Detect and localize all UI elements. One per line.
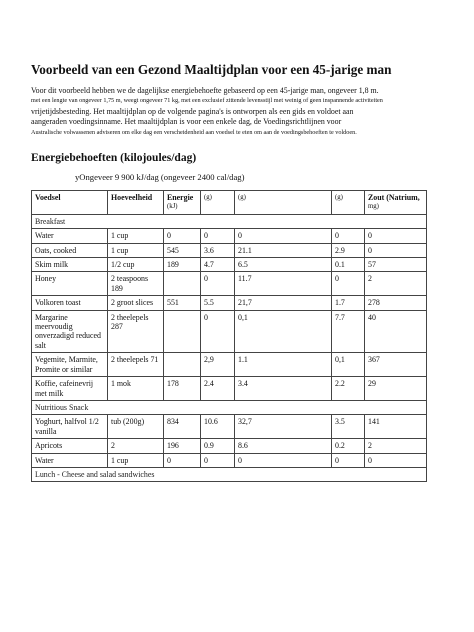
column-header-label: Voedsel <box>35 193 61 202</box>
table-header-row <box>32 191 427 215</box>
table-cell: 3.5 <box>332 415 365 439</box>
table-cell: 1.1 <box>235 353 332 377</box>
nutrition-table <box>31 190 427 482</box>
intro-line: aangeraden voedingsinname. Het maaltijdplan is voor een enkele dag, de Voedingsrichtlijnen voor <box>31 117 342 127</box>
table-cell: 0 <box>332 229 365 243</box>
table-row <box>32 453 427 467</box>
table-cell: 0 <box>235 229 332 243</box>
table-cell: 545 <box>164 243 201 257</box>
table-row <box>32 229 427 243</box>
table-row <box>32 415 427 439</box>
table-cell: 8.6 <box>235 439 332 453</box>
column-header <box>164 191 201 215</box>
intro-line: met een lengte van ongeveer 1,75 m, weegt ongeveer 71 kg, met een exclusief zittende levensstijl met weinig of geen inspannende activiteiten <box>31 97 383 105</box>
table-cell <box>164 353 201 377</box>
table-cell: 2,9 <box>201 353 235 377</box>
table-row <box>32 272 427 296</box>
table-cell: 40 <box>365 310 427 353</box>
table-cell: 551 <box>164 296 201 310</box>
table-cell: Apricots <box>32 439 108 453</box>
table-cell: 2 <box>365 272 427 296</box>
table-cell: Yoghurt, halfvol 1/2 vanilla <box>32 415 108 439</box>
table-cell: 5.5 <box>201 296 235 310</box>
table-cell: 2.4 <box>201 377 235 401</box>
column-header-unit: (kJ) <box>167 203 178 211</box>
column-header-unit: (g) <box>238 194 246 201</box>
table-cell: 0 <box>164 229 201 243</box>
table-cell: 0 <box>365 243 427 257</box>
table-cell: Water <box>32 453 108 467</box>
section-label: Nutritious Snack <box>32 400 427 414</box>
table-row <box>32 310 427 353</box>
table-cell: 0,1 <box>235 310 332 353</box>
table-cell: 0,1 <box>332 353 365 377</box>
table-cell: 0 <box>365 229 427 243</box>
document-title: Voorbeeld van een Gezond Maaltijdplan voor een 45-jarige man <box>31 62 392 77</box>
table-cell: 2.9 <box>332 243 365 257</box>
table-cell: 2 theelepels 287 <box>108 310 164 353</box>
table-cell: 32,7 <box>235 415 332 439</box>
intro-line: Australische volwassenen adviseren om elke dag een verscheidenheid aan voedsel te eten om aan de voedingsbehoeften te voldoen. <box>31 128 357 136</box>
section-heading: Energiebehoeften (kilojoules/dag) <box>31 152 197 164</box>
table-cell: 2 groot slices <box>108 296 164 310</box>
table-cell: 367 <box>365 353 427 377</box>
table-cell: 6.5 <box>235 258 332 272</box>
table-cell: 0 <box>332 272 365 296</box>
table-cell: 21.1 <box>235 243 332 257</box>
table-cell: 11.7 <box>235 272 332 296</box>
table-cell: 1 cup <box>108 453 164 467</box>
column-header-label: Zout (Natrium, <box>368 193 420 202</box>
table-cell: Water <box>32 229 108 243</box>
table-row <box>32 258 427 272</box>
table-cell: Oats, cooked <box>32 243 108 257</box>
table-cell: 0 <box>201 453 235 467</box>
table-cell: 2 <box>365 439 427 453</box>
table-row <box>32 439 427 453</box>
table-row <box>32 353 427 377</box>
column-header <box>32 191 108 215</box>
table-cell: 3.6 <box>201 243 235 257</box>
table-cell: 29 <box>365 377 427 401</box>
table-cell: 2.2 <box>332 377 365 401</box>
table-cell: 2 <box>108 439 164 453</box>
table-cell: Honey <box>32 272 108 296</box>
table-cell: tub (200g) <box>108 415 164 439</box>
table-cell: 4.7 <box>201 258 235 272</box>
table-cell: 1 cup <box>108 229 164 243</box>
table-row <box>32 243 427 257</box>
column-header <box>365 191 427 215</box>
table-cell: 0 <box>164 453 201 467</box>
table-cell: 834 <box>164 415 201 439</box>
table-cell: 1/2 cup <box>108 258 164 272</box>
table-cell: 1 mok <box>108 377 164 401</box>
section-label: Breakfast <box>32 214 427 228</box>
column-header-label: Hoeveelheid <box>111 193 153 202</box>
table-cell: 0 <box>201 229 235 243</box>
intro-paragraph <box>31 86 451 138</box>
table-section-row <box>32 400 427 414</box>
table-cell: 189 <box>164 258 201 272</box>
table-cell: 2 teaspoons 189 <box>108 272 164 296</box>
table-cell: 57 <box>365 258 427 272</box>
column-header-unit: (g) <box>204 194 212 201</box>
column-header <box>201 191 235 215</box>
column-header-unit: mg) <box>368 203 379 211</box>
table-cell: 10.6 <box>201 415 235 439</box>
table-row <box>32 296 427 310</box>
table-cell: 0.9 <box>201 439 235 453</box>
column-header <box>108 191 164 215</box>
section-label: Lunch - Cheese and salad sandwiches <box>32 467 427 481</box>
intro-line: Voor dit voorbeeld hebben we de dagelijkse energiebehoefte gebaseerd op een 45-jarige man, ongeveer 1,8 m. <box>31 86 379 95</box>
table-cell: Margarine meervoudig onverzadigd reduced salt <box>32 310 108 353</box>
table-cell: Koffie, cafeinevrij met milk <box>32 377 108 401</box>
table-cell: 196 <box>164 439 201 453</box>
table-cell: Vegemite, Marmite, Promite or similar <box>32 353 108 377</box>
table-cell: 0 <box>201 310 235 353</box>
table-cell: 21,7 <box>235 296 332 310</box>
table-cell: 2 theelepels 71 <box>108 353 164 377</box>
column-header-unit: (g) <box>335 194 343 201</box>
table-row <box>32 377 427 401</box>
table-cell: 0.2 <box>332 439 365 453</box>
column-header-label: Energie <box>167 193 194 202</box>
energy-requirement: yOngeveer 9 900 kJ/dag (ongeveer 2400 cal/dag) <box>75 172 245 182</box>
table-cell: 7.7 <box>332 310 365 353</box>
table-section-row <box>32 467 427 481</box>
table-cell: 0 <box>332 453 365 467</box>
table-cell: Volkoren toast <box>32 296 108 310</box>
table-section-row <box>32 214 427 228</box>
table-cell: 1 cup <box>108 243 164 257</box>
table-cell: 3.4 <box>235 377 332 401</box>
table-cell: 141 <box>365 415 427 439</box>
table-cell: 1.7 <box>332 296 365 310</box>
column-header <box>332 191 365 215</box>
table-cell: 178 <box>164 377 201 401</box>
intro-line: vrijetijdsbesteding. Het maaltijdplan op de volgende pagina's is ontworpen als een gids en voldoet aan <box>31 106 354 116</box>
table-cell: 0 <box>365 453 427 467</box>
table-body <box>32 214 427 482</box>
table-cell: 0.1 <box>332 258 365 272</box>
table-cell <box>164 310 201 353</box>
table-cell: 0 <box>235 453 332 467</box>
table-cell: 0 <box>201 272 235 296</box>
table-cell <box>164 272 201 296</box>
table-cell: Skim milk <box>32 258 108 272</box>
table-cell: 278 <box>365 296 427 310</box>
column-header <box>235 191 332 215</box>
